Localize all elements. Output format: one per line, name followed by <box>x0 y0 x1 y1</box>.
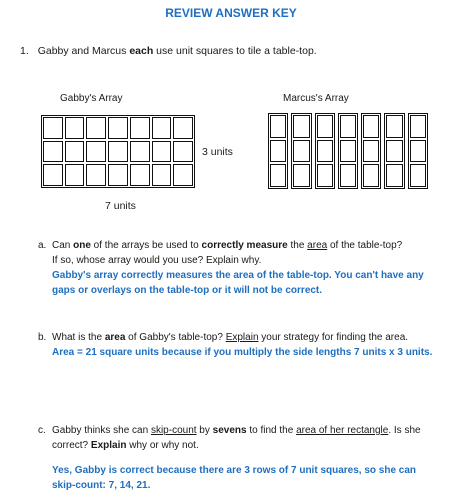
unit-square <box>108 117 128 139</box>
text: the <box>287 240 308 251</box>
unit-square <box>173 164 193 186</box>
unit-square <box>340 164 356 187</box>
question-1 <box>20 45 317 57</box>
unit-square <box>317 115 333 138</box>
unit-square <box>86 117 106 139</box>
text: Gabby thinks she can <box>52 425 151 436</box>
part-c-body <box>52 423 438 493</box>
gabby-array-grid <box>41 115 195 188</box>
unit-square <box>270 164 286 187</box>
text: of Gabby's table-top? <box>125 332 226 343</box>
unit-square <box>43 117 63 139</box>
unit-square <box>152 117 172 139</box>
text: why or why not. <box>126 440 199 451</box>
unit-square <box>173 117 193 139</box>
unit-square <box>293 164 309 187</box>
text-bold: one <box>73 240 91 251</box>
text: your strategy for finding the area. <box>258 332 409 343</box>
page-title: REVIEW ANSWER KEY <box>165 6 297 20</box>
part-letter: a. <box>38 240 47 251</box>
text-bold: sevens <box>212 425 247 436</box>
unit-square <box>130 164 150 186</box>
unit-square <box>65 164 85 186</box>
array-column <box>338 113 358 189</box>
unit-square <box>410 115 426 138</box>
unit-square <box>65 141 85 163</box>
unit-square <box>410 140 426 163</box>
unit-square <box>386 115 402 138</box>
part-a-body <box>52 238 438 298</box>
unit-square <box>363 140 379 163</box>
text-underline: skip-count <box>150 425 197 436</box>
unit-square <box>293 140 309 163</box>
unit-square <box>108 164 128 186</box>
unit-square <box>152 164 172 186</box>
unit-square <box>65 117 85 139</box>
part-b-answer: Area = 21 square units because if you multiply the side lengths 7 units x 3 units. <box>52 347 433 358</box>
part-b-body <box>52 330 438 360</box>
question-text: Gabby and Marcus <box>37 45 130 57</box>
unit-square <box>340 115 356 138</box>
unit-square <box>86 141 106 163</box>
text: What is the <box>52 332 105 343</box>
unit-square <box>173 141 193 163</box>
unit-square <box>270 115 286 138</box>
unit-square <box>130 141 150 163</box>
part-a-question-2: If so, whose array would you use? Explain why. <box>52 255 262 266</box>
part-letter: c. <box>38 425 46 436</box>
part-c-answer: Yes, Gabby is correct because there are 3 rows of 7 unit squares, so she can skip-count: 7, 14, 21. <box>52 465 417 491</box>
text-underline: area <box>307 240 328 251</box>
unit-square <box>270 140 286 163</box>
text-bold: Explain <box>90 440 127 451</box>
text-bold: area <box>104 332 126 343</box>
part-a-question <box>52 238 438 253</box>
question-text: use unit squares to tile a table-top. <box>153 45 317 57</box>
unit-square <box>317 140 333 163</box>
text: to find the <box>246 425 297 436</box>
unit-square <box>317 164 333 187</box>
text: Can <box>52 240 74 251</box>
unit-square <box>108 141 128 163</box>
unit-square <box>386 164 402 187</box>
height-label: 3 units <box>202 146 233 158</box>
unit-square <box>293 115 309 138</box>
array-column <box>384 113 404 189</box>
text-underline: Explain <box>225 332 259 343</box>
marcus-array-title: Marcus's Array <box>283 93 349 104</box>
array-column <box>315 113 335 189</box>
part-c <box>38 423 438 493</box>
array-column <box>268 113 288 189</box>
unit-square <box>152 141 172 163</box>
unit-square <box>86 164 106 186</box>
width-label: 7 units <box>105 200 136 212</box>
unit-square <box>363 164 379 187</box>
unit-square <box>386 140 402 163</box>
unit-square <box>43 141 63 163</box>
gabby-array-title: Gabby's Array <box>60 93 123 104</box>
text-bold: correctly measure <box>201 240 288 251</box>
marcus-array-grid <box>268 113 428 189</box>
part-letter: b. <box>38 332 47 343</box>
question-number: 1. <box>20 45 29 57</box>
text: of the arrays be used to <box>90 240 202 251</box>
unit-square <box>410 164 426 187</box>
text: by <box>196 425 213 436</box>
unit-square <box>340 140 356 163</box>
question-text-bold: each <box>129 45 154 57</box>
array-column <box>408 113 428 189</box>
unit-square <box>130 117 150 139</box>
text: . Is she correct? <box>52 425 421 451</box>
part-b-question <box>52 330 438 345</box>
part-a-answer: Gabby's array correctly measures the area of the table-top. You can't have any gaps or overlays on the table-top or it will not be correct. <box>52 270 424 296</box>
text-underline: area of her rectangle <box>296 425 389 436</box>
unit-square <box>43 164 63 186</box>
part-b <box>38 330 438 360</box>
text: of the table-top? <box>327 240 403 251</box>
array-column <box>361 113 381 189</box>
array-column <box>291 113 311 189</box>
part-a <box>38 238 438 298</box>
unit-square <box>363 115 379 138</box>
part-c-question <box>52 423 438 453</box>
